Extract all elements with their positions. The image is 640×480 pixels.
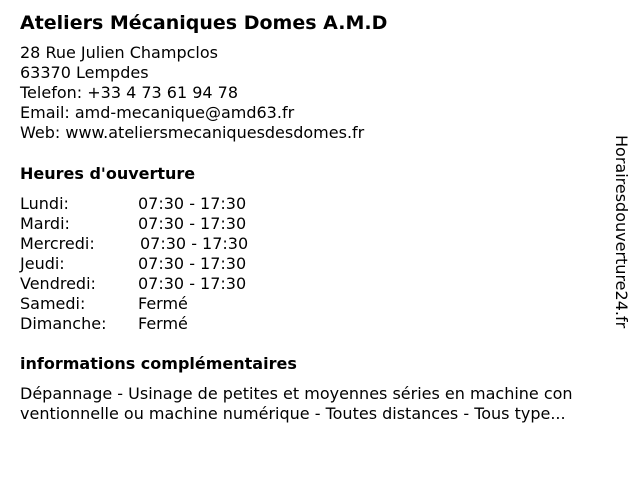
day-hours: 07:30 - 17:30 bbox=[138, 194, 247, 213]
site-watermark: Horairesdouverture24.fr bbox=[612, 135, 631, 329]
day-hours: 07:30 - 17:30 bbox=[138, 214, 247, 233]
day-hours: Fermé bbox=[138, 294, 188, 313]
day-label: Mardi: bbox=[20, 214, 70, 233]
contact-block bbox=[20, 43, 364, 143]
day-label: Dimanche: bbox=[20, 314, 107, 333]
additional-info-text bbox=[20, 384, 620, 424]
day-label: Lundi: bbox=[20, 194, 69, 213]
phone-number: Telefon: +33 4 73 61 94 78 bbox=[20, 83, 239, 102]
day-label: Samedi: bbox=[20, 294, 86, 313]
business-name: Ateliers Mécaniques Domes A.M.D bbox=[20, 12, 388, 34]
additional-info-heading: informations complémentaires bbox=[20, 354, 297, 373]
day-hours: Fermé bbox=[138, 314, 188, 333]
website-link: Web: www.ateliersmecaniquesdesdomes.fr bbox=[20, 123, 365, 142]
address-street: 28 Rue Julien Champclos bbox=[20, 43, 218, 62]
day-label: Vendredi: bbox=[20, 274, 96, 293]
day-label: Mercredi: bbox=[20, 234, 95, 253]
day-hours: 07:30 - 17:30 bbox=[140, 234, 249, 253]
email-address: Email: amd-mecanique@amd63.fr bbox=[20, 103, 295, 122]
address-city: 63370 Lempdes bbox=[20, 63, 149, 82]
day-hours: 07:30 - 17:30 bbox=[138, 254, 247, 273]
opening-hours-heading: Heures d'ouverture bbox=[20, 164, 196, 183]
description-line: Dépannage - Usinage de petites et moyennes séries en machine con bbox=[20, 384, 573, 403]
day-hours: 07:30 - 17:30 bbox=[138, 274, 247, 293]
day-label: Jeudi: bbox=[20, 254, 65, 273]
description-line: ventionnelle ou machine numérique - Toutes distances - Tous type... bbox=[20, 404, 566, 423]
